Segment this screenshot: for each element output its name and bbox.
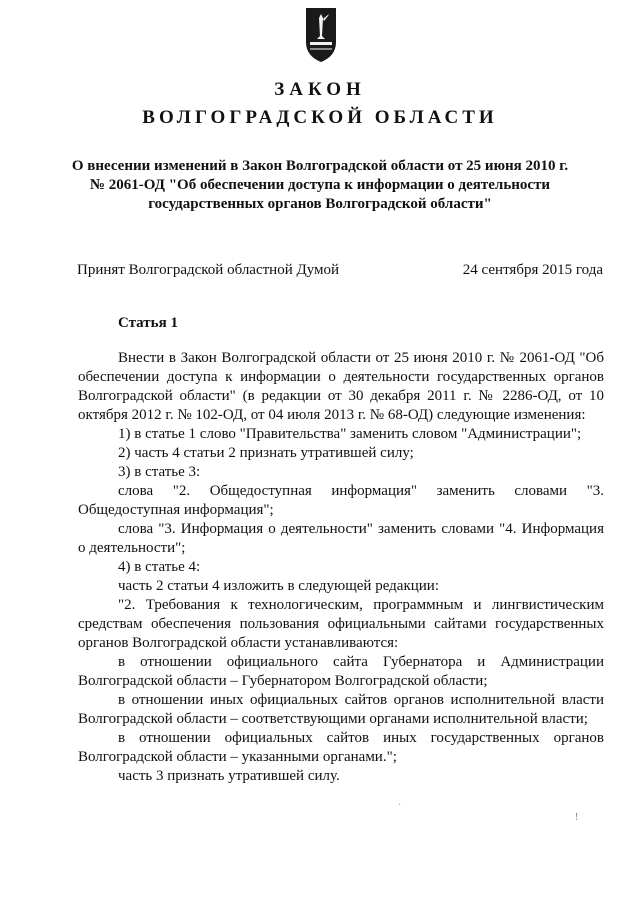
- paragraph: слова "2. Общедоступная информация" заменить словами "3. Общедоступная информация";: [78, 483, 604, 518]
- law-subject: [70, 157, 570, 214]
- paragraph: в отношении иных официальных сайтов органов исполнительной власти Волгоградской области – соответствующими органами исполнительной власти;: [78, 692, 604, 727]
- paragraph: 1) в статье 1 слово "Правительства" заменить словом "Администрации";: [118, 426, 582, 442]
- adopted-by: Принят Волгоградской областной Думой: [77, 262, 340, 278]
- document-title-region: ВОЛГОГРАДСКОЙ ОБЛАСТИ: [142, 107, 498, 128]
- law-subject-line: № 2061-ОД "Об обеспечении доступа к информации о деятельности: [89, 177, 551, 193]
- paragraph: Внести в Закон Волгоградской области от 25 июня 2010 г. № 2061-ОД "Об обеспечении доступа к информации о деятельности государственных органов Волгоградской области" (в редакции от 30 декабря 2011 г. № 2286-ОД, от 10 октября 2012 г. № 102-ОД, от 04 июля 2013 г. № 68-ОД) следующие изменения:: [78, 350, 604, 423]
- coat-of-arms-icon: [304, 6, 338, 64]
- paragraph: в отношении официальных сайтов иных государственных органов Волгоградской области – указанными органами.";: [78, 730, 604, 765]
- paragraph: часть 2 статьи 4 изложить в следующей редакции:: [118, 578, 439, 594]
- document-title: ЗАКОН: [274, 79, 366, 100]
- law-subject-line: О внесении изменений в Закон Волгоградской области от 25 июня 2010 г.: [71, 158, 569, 174]
- adoption-line: [77, 262, 603, 279]
- paragraph: слова "3. Информация о деятельности" заменить словами "4. Информация о деятельности";: [78, 521, 604, 556]
- scan-mark: !: [575, 812, 579, 823]
- paragraph: "2. Требования к технологическим, программным и лингвистическим средствам обеспечения пользования официальными сайтами государственных органов Волгоградской области устанавливаются:: [78, 597, 604, 651]
- scan-mark: ·: [398, 800, 402, 811]
- adopted-date: 24 сентября 2015 года: [462, 262, 603, 278]
- law-subject-line: государственных органов Волгоградской области": [148, 196, 492, 212]
- paragraph: 2) часть 4 статьи 2 признать утратившей силу;: [118, 445, 414, 461]
- article-heading: Статья 1: [118, 315, 178, 331]
- paragraph: часть 3 признать утратившей силу.: [118, 768, 340, 784]
- paragraph: в отношении официального сайта Губернатора и Администрации Волгоградской области – Губернатором Волгоградской области;: [78, 654, 604, 689]
- paragraph: 3) в статье 3:: [118, 464, 201, 480]
- article-body: [78, 349, 604, 786]
- paragraph: 4) в статье 4:: [118, 559, 201, 575]
